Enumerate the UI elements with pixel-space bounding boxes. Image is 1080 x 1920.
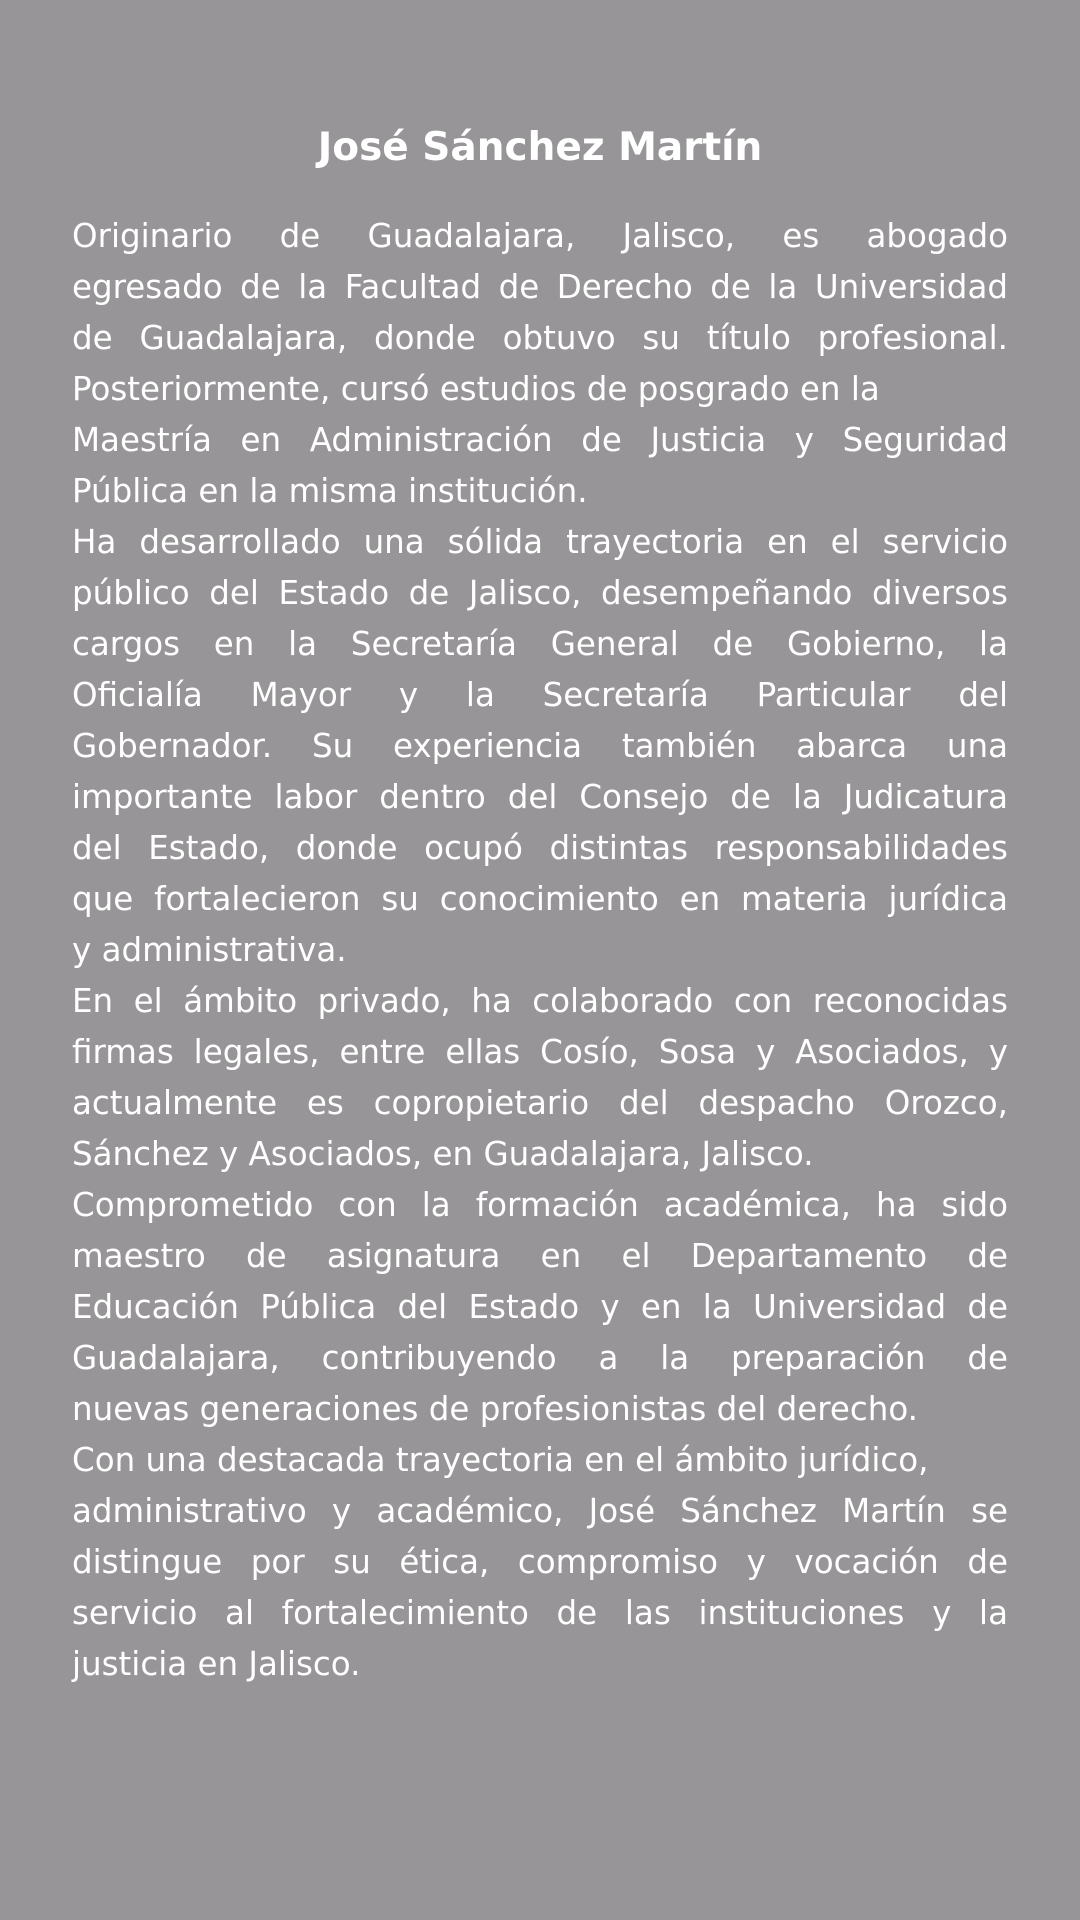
bio-line: egresado de la Facultad de Derecho de la Universidad	[72, 268, 1008, 306]
biography-text	[72, 211, 1008, 1690]
bio-line: Comprometido con la formación académica, ha sido	[72, 1186, 1008, 1224]
bio-paragraph-4	[72, 976, 1008, 1180]
bio-line: importante labor dentro del Consejo de la Judicatura	[72, 778, 1008, 816]
bio-paragraph-6	[72, 1435, 1008, 1486]
bio-paragraph-2	[72, 415, 1008, 517]
bio-line: del Estado, donde ocupó distintas responsabilidades	[72, 829, 1008, 867]
bio-line: nuevas generaciones de profesionistas del derecho.	[72, 1390, 918, 1428]
bio-line: cargos en la Secretaría General de Gobierno, la	[72, 625, 1008, 663]
bio-line: Gobernador. Su experiencia también abarca una	[72, 727, 1008, 765]
bio-paragraph-3	[72, 517, 1008, 976]
bio-line: público del Estado de Jalisco, desempeñando diversos	[72, 574, 1008, 612]
bio-line: Ha desarrollado una sólida trayectoria en el servicio	[72, 523, 1008, 561]
bio-line: Con una destacada trayectoria en el ámbito jurídico,	[72, 1441, 929, 1479]
bio-paragraph-1	[72, 211, 1008, 415]
bio-line: administrativo y académico, José Sánchez Martín se	[72, 1492, 1008, 1530]
bio-line: distingue por su ética, compromiso y vocación de	[72, 1543, 1008, 1581]
bio-line: Maestría en Administración de Justicia y Seguridad	[72, 421, 1008, 459]
person-name: José Sánchez Martín	[317, 125, 763, 170]
bio-line: y administrativa.	[72, 931, 347, 969]
bio-line: En el ámbito privado, ha colaborado con reconocidas	[72, 982, 1008, 1020]
bio-line: Originario de Guadalajara, Jalisco, es abogado	[72, 217, 1008, 255]
bio-line: firmas legales, entre ellas Cosío, Sosa y Asociados, y	[72, 1033, 1008, 1071]
bio-line: Posteriormente, cursó estudios de posgrado en la	[72, 370, 880, 408]
bio-line: Educación Pública del Estado y en la Universidad de	[72, 1288, 1008, 1326]
bio-line: justicia en Jalisco.	[72, 1645, 361, 1683]
bio-line: actualmente es copropietario del despacho Orozco,	[72, 1084, 1008, 1122]
bio-paragraph-5	[72, 1180, 1008, 1435]
bio-line: Sánchez y Asociados, en Guadalajara, Jalisco.	[72, 1135, 814, 1173]
bio-line: Pública en la misma institución.	[72, 472, 588, 510]
bio-line: maestro de asignatura en el Departamento de	[72, 1237, 1008, 1275]
bio-line: servicio al fortalecimiento de las instituciones y la	[72, 1594, 1008, 1632]
bio-line: Guadalajara, contribuyendo a la preparación de	[72, 1339, 1008, 1377]
bio-line: de Guadalajara, donde obtuvo su título profesional.	[72, 319, 1008, 357]
bio-line: Oficialía Mayor y la Secretaría Particular del	[72, 676, 1008, 714]
bio-line: que fortalecieron su conocimiento en materia jurídica	[72, 880, 1008, 918]
bio-paragraph-7	[72, 1486, 1008, 1690]
